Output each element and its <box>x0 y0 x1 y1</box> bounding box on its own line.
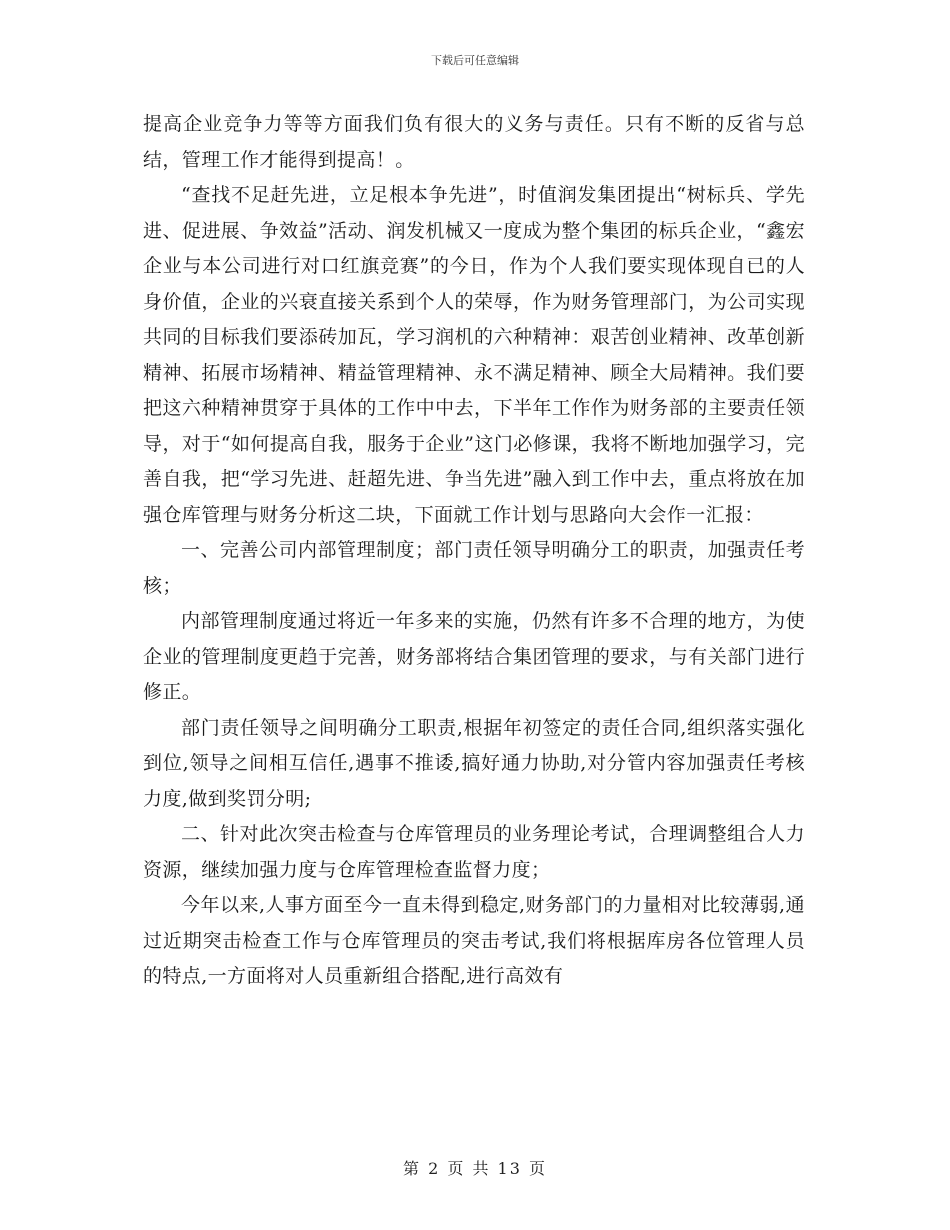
paragraph-5: 部门责任领导之间明确分工职责,根据年初签定的责任合同,组织落实强化到位,领导之间相互信任,遇事不推诿,搞好通力协助,对分管内容加强责任考核力度,做到奖罚分明; <box>143 716 805 810</box>
paragraph-6: 二、针对此次突击检查与仓库管理员的业务理论考试，合理调整组合人力资源，继续加强力度与仓库管理检查监督力度； <box>143 823 805 881</box>
paragraph-2: “查找不足赶先进，立足根本争先进”，时值润发集团提出“树标兵、学先进、促进展、争效益”活动、润发机械又一度成为整个集团的标兵企业，“鑫宏企业与本公司进行对口红旗竞赛”的今日，作为个人我们要实现体现自已的人身价值，企业的兴衰直接关系到个人的荣辱，作为财务管理部门，为公司实现共同的目标我们要添砖加瓦，学习润机的六种精神：艰苦创业精神、改革创新精神、拓展市场精神、精益管理精神、永不满足精神、顾全大局精神。我们要把这六种精神贯穿于具体的工作中中去，下半年工作作为财务部的主要责任领导，对于“如何提高自我，服务于企业”这门必修课，我将不断地加强学习，完善自我，把“学习先进、赶超先进、争当先进”融入到工作中去，重点将放在加强仓库管理与财务分析这二块，下面就工作计划与思路向大会作一汇报： <box>143 184 805 526</box>
page-number: 第 2 页 共 13 页 <box>403 1159 547 1178</box>
paragraph-3: 一、完善公司内部管理制度；部门责任领导明确分工的职责，加强责任考核； <box>143 539 805 597</box>
paragraph-7: 今年以来,人事方面至今一直未得到稳定,财务部门的力量相对比较薄弱,通过近期突击检查工作与仓库管理员的突击考试,我们将根据库房各位管理人员的特点,一方面将对人员重新组合搭配,进行高效有 <box>143 894 805 987</box>
paragraph-1: 提高企业竞争力等等方面我们负有很大的义务与责任。只有不断的反省与总结，管理工作才能得到提高！。 <box>143 113 805 171</box>
page-header-note: 下载后可任意编辑 <box>431 54 519 67</box>
paragraph-4: 内部管理制度通过将近一年多来的实施，仍然有许多不合理的地方，为使企业的管理制度更趋于完善，财务部将结合集团管理的要求，与有关部门进行修正。 <box>143 610 805 703</box>
document-body <box>143 107 805 995</box>
